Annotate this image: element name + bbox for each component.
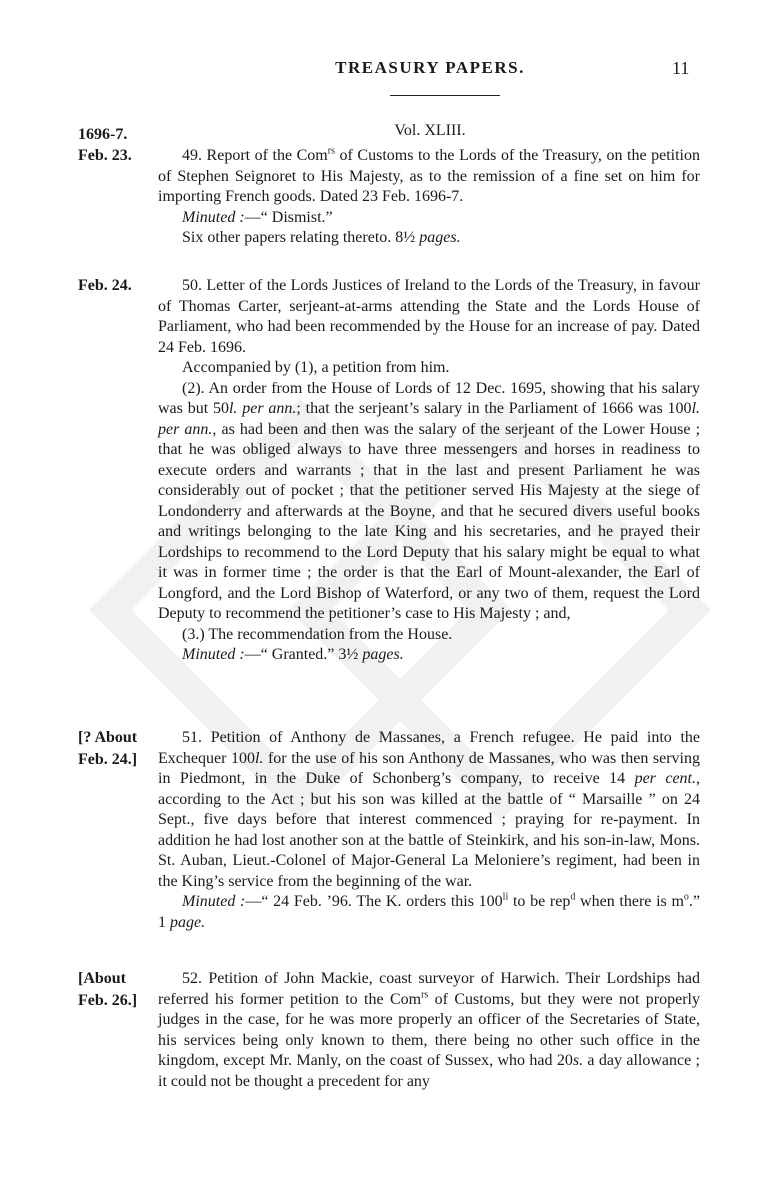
page-number: 11 [672,58,690,78]
entry-49 [158,146,700,249]
entry-49-body: 49. Report of the Com$^{rs}$ of Customs to the Lords of the Treasury, on the petition of Stephen Seignoret to His Majesty, as to the remission of a fine set on him for importing French goods. Dated 23 Feb. 1696-7. [158,145,700,205]
entry-49-other: Six other papers relating thereto. 8½ pages. [182,229,461,246]
entry-50 [158,276,700,666]
running-header-title: TREASURY PAPERS. [335,58,525,77]
margin-date-51a: [? About [78,729,138,746]
entry-51 [158,728,700,933]
entry-50-accompanied: Accompanied by (1), a petition from him. [182,359,450,376]
entry-50-item-2: (2). An order from the House of Lords of 12 Dec. 1695, showing that his salary was but 50l. per ann.; that the serjeant’s salary in the Parliament of 1666 was 100l. per ann., as had been and then was the salary of the serjeant of the Lower House ; that he was obliged always to have three messengers and horses in readiness to execute orders and warrants ; that in the last and present Parliament he was considerably out of pocket ; that the petitioner served His Majesty at the siege of Londonderry and afterwards at the Boyne, and that he secured divers useful books and writings belonging to the late King and his secretaries, and he prayed their Lordships to recommend to the Lord Deputy that his salary might be equal to what it was in former time ; the order is that the Earl of Mount-alexander, the Earl of Longford, and the Lord Bishop of Waterford, or any two of them, request the Lord Deputy to recommend the petitioner’s case to His Majesty ; and, [158,379,701,622]
entry-50-item-3: (3.) The recommendation from the House. [182,625,453,643]
entry-50-body: 50. Letter of the Lords Justices of Ireland to the Lords of the Treasury, in favour of Thomas Carter, serjeant-at-arms attending the State and the Lords House of Parliament, who had been recommended by the House for an increase of pay. Dated 24 Feb. 1696. [158,277,700,356]
entry-51-body: 51. Petition of Anthony de Massanes, a French refugee. He paid into the Exchequer 100l. for the use of his son Anthony de Massanes, who was then serving in Piedmont, in the Duke of Schonberg’s company, to receive 14 per cent., according to the Act ; but his son was killed at the battle of “ Marsaille ” on 24 Sept., five days before that interest commenced ; praying for re-payment. In addition he had lost another son at the battle of Steinkirk, and his son-in-law, Mons. St. Auban, Lieut.-Colonel of Major-General La Meloniere’s regiment, had been in the King’s service from the beginning of the war. [158,729,700,890]
margin-date-52a: [About [78,970,127,987]
margin-date-51b: Feb. 24.] [78,751,138,768]
margin-date-52b: Feb. 26.] [78,992,138,1009]
entry-52-body: 52. Petition of John Mackie, coast surveyor of Harwich. Their Lordships had referred his former petition to the Com$^{rs}$ of Customs, but they were not properly judges in the case, for he was more properly an officer of the Secretaries of State, his services being only known to them, there being no other such office in the kingdom, except Mr. Manly, on the coast of Sussex, who had 20s. a day allowance ; it could not be thought a precedent for any [158,970,701,1090]
header-rule [390,95,500,96]
entry-49-minute: Minuted :—“ Dismist.” [182,208,333,226]
entry-51-minute: Minuted :—“ 24 Feb. ’96. The K. orders this $100^{li}$ to be rep$^d$ when there is $m^o$.” 1 page. [158,891,701,931]
margin-date-49: Feb. 23. [78,147,132,164]
volume-heading: Vol. XLIII. [394,122,466,139]
margin-year: 1696-7. [78,126,128,143]
entry-50-minute: Minuted :—“ Granted.” 3½ pages. [182,646,404,663]
margin-date-50: Feb. 24. [78,277,132,294]
entry-52 [158,969,700,1092]
